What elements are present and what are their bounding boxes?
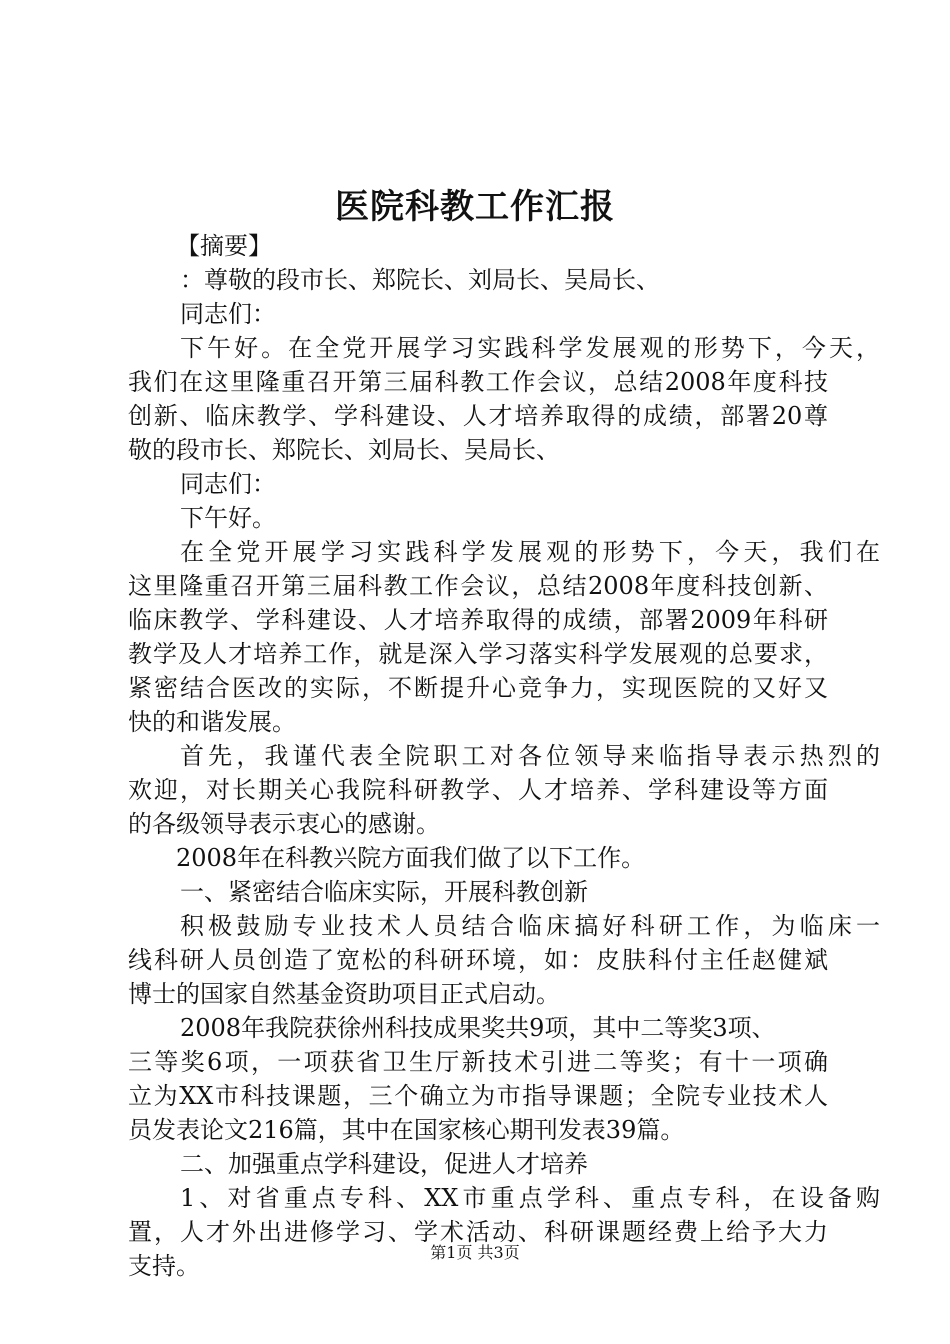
paragraph-line: 紧密结合医改的实际，不断提升心竞争力，实现医院的又好又 — [128, 674, 828, 702]
document-body — [128, 229, 880, 1283]
section-heading: 一、紧密结合临床实际，开展科教创新 — [180, 878, 588, 906]
paragraph-line: 下午好。 — [180, 504, 276, 532]
paragraph-line: 同志们： — [180, 470, 276, 498]
paragraph-line: ：尊敬的段市长、郑院长、刘局长、吴局长、 — [180, 266, 660, 294]
paragraph-line: 的各级领导表示衷心的感谢。 — [128, 810, 440, 838]
paragraph-line: 同志们： — [180, 300, 276, 328]
paragraph-line: 这里隆重召开第三届科教工作会议，总结2008年度科技创新、 — [128, 572, 828, 600]
paragraph-line: 我们在这里隆重召开第三届科教工作会议，总结2008年度科技 — [128, 368, 828, 396]
paragraph-line: 教学及人才培养工作，就是深入学习落实科学发展观的总要求， — [128, 640, 828, 668]
paragraph-line: 2008年我院获徐州科技成果奖共9项，其中二等奖3项、 — [180, 1014, 776, 1042]
paragraph-line: 下午好。在全党开展学习实践科学发展观的形势下，今天， — [180, 334, 880, 362]
paragraph-line: 欢迎，对长期关心我院科研教学、人才培养、学科建设等方面 — [128, 776, 828, 804]
paragraph-line: 在全党开展学习实践科学发展观的形势下，今天，我们在 — [180, 538, 880, 566]
paragraph-line: 支持。 — [128, 1252, 200, 1280]
paragraph-line: 首先，我谨代表全院职工对各位领导来临指导表示热烈的 — [180, 742, 880, 770]
paragraph-line: 临床教学、学科建设、人才培养取得的成绩，部署2009年科研 — [128, 606, 828, 634]
paragraph-line: 线科研人员创造了宽松的科研环境，如：皮肤科付主任赵健斌 — [128, 946, 828, 974]
abstract-label: 【摘要】 — [176, 232, 272, 260]
paragraph-line: 置，人才外出进修学习、学术活动、科研课题经费上给予大力 — [128, 1218, 828, 1246]
paragraph-line: 敬的段市长、郑院长、刘局长、吴局长、 — [128, 436, 560, 464]
page-footer: 第1页 共3页 — [430, 1243, 520, 1262]
paragraph-line: 创新、临床教学、学科建设、人才培养取得的成绩，部署20尊 — [128, 402, 828, 430]
paragraph-line: 1、对省重点专科、XX市重点学科、重点专科，在设备购 — [180, 1184, 880, 1212]
paragraph-line: 立为XX市科技课题，三个确立为市指导课题；全院专业技术人 — [128, 1082, 828, 1110]
section-heading: 二、加强重点学科建设，促进人才培养 — [180, 1150, 588, 1178]
paragraph-line: 积极鼓励专业技术人员结合临床搞好科研工作，为临床一 — [180, 912, 880, 940]
paragraph-line: 三等奖6项，一项获省卫生厅新技术引进二等奖；有十一项确 — [128, 1048, 828, 1076]
paragraph-line: 2008年在科教兴院方面我们做了以下工作。 — [176, 844, 646, 872]
paragraph-line: 博士的国家自然基金资助项目正式启动。 — [128, 980, 560, 1008]
document-title: 医院科教工作汇报 — [335, 187, 615, 227]
paragraph-line: 员发表论文216篇，其中在国家核心期刊发表39篇。 — [128, 1116, 685, 1144]
paragraph-line: 快的和谐发展。 — [128, 708, 296, 736]
